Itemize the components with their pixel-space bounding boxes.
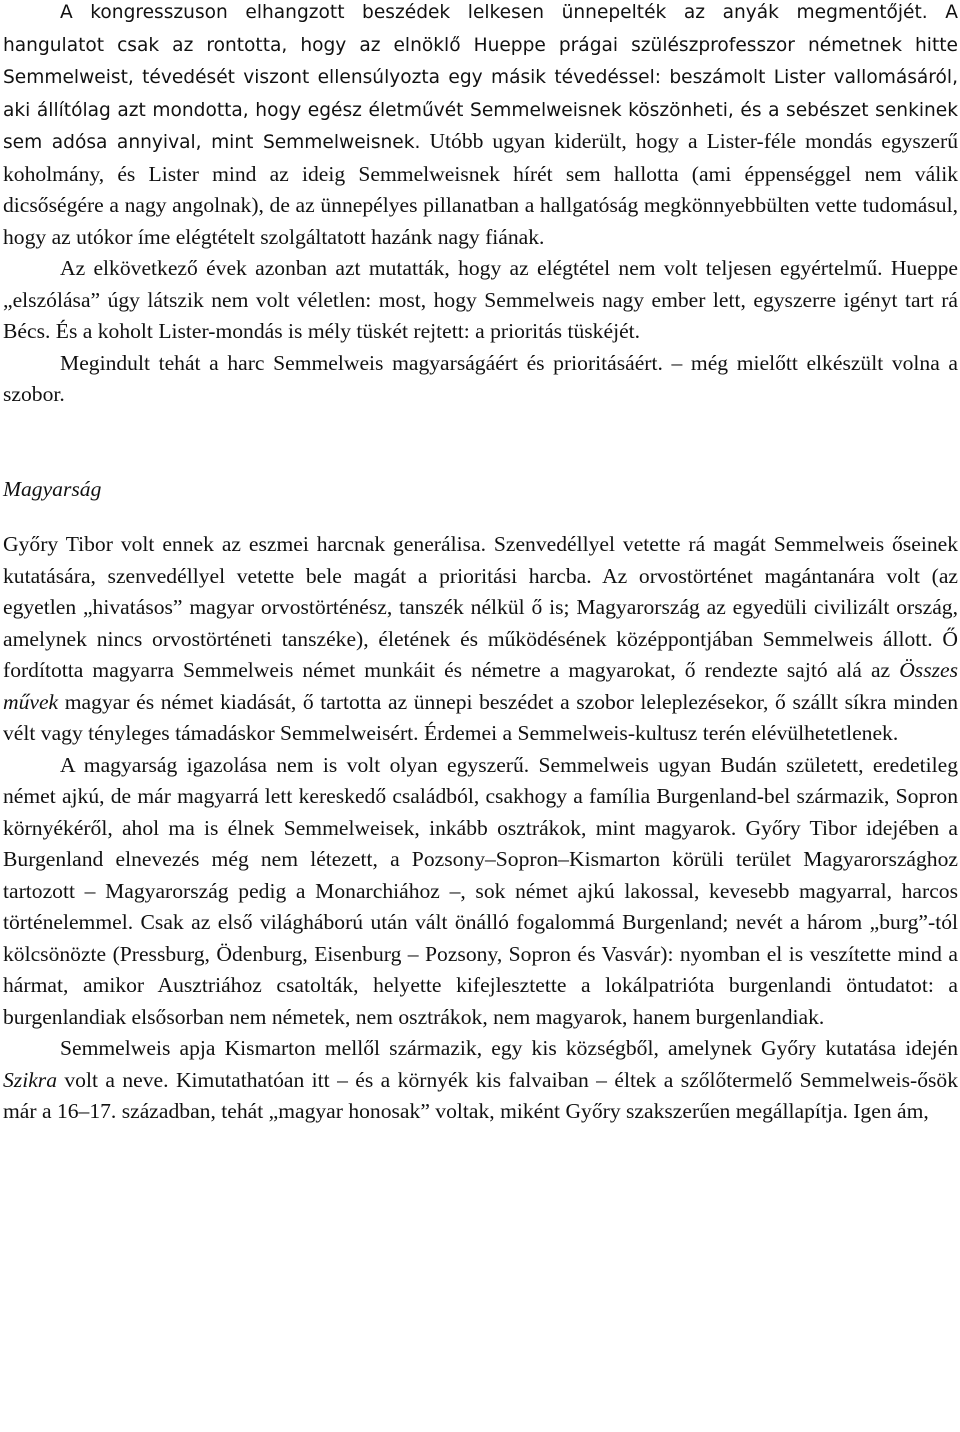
heading-spacer — [3, 505, 958, 529]
paragraph-gyory — [3, 529, 958, 750]
paragraph-kismarton — [3, 1033, 958, 1128]
paragraph-gyory-work-title: Összes művek — [3, 658, 958, 714]
paragraph-satisfaction: Az elkövetkező évek azonban azt mutatták, hogy az elégtétel nem volt teljesen egyértelmű. Hueppe „elszólása” úgy látszik nem volt véletlen: most, hogy Semmelweis nagy ember lett, egyszerre igényt tart rá Bécs. És a koholt Lister-mondás is mély tüskét rejtett: a prioritás tüskéjét. — [3, 256, 958, 343]
paragraph-gyory-part-a: Győry Tibor volt ennek az eszmei harcnak generálisa. Szenvedéllyel vetette rá magát Semmelweis őseinek kutatására, szenvedéllyel vetette bele magát a prioritási harcba. Az orvostörténet magántanára volt (az egyetlen „hivatásos” magyar orvostörténész, tanszék nélkül ő is; Magyarország az egyedüli civilizált ország, amelynek nincs orvostörténeti tanszéke), életének és működésének középpontjában Semmelweis állott. Ő fordította magyarra Semmelweis német munkáit és németre a magyarokat, ő rendezte sajtó alá az — [3, 532, 958, 682]
section-heading: Magyarság — [3, 476, 102, 501]
paragraph-congress-serif-part: Utóbb ugyan kiderült, hogy a Lister-féle mondás egyszerű koholmány, és Lister mind az ideig Semmelweisnek hírét sem hallotta (ami éppenséggel nem válik dicsőségére a nagy angolnak), de az ünnepélyes pillanatban a hallgatóság megkönnyebbülten vette tudomásul, hogy az utókor íme elégtételt szolgáltatott hazánk nagy fiának. — [3, 129, 958, 249]
paragraph-kismarton-village-name: Szikra — [3, 1067, 57, 1092]
paragraph-battle-begins: Megindult tehát a harc Semmelweis magyarságáért és prioritásáért. – még mielőtt elkészült volna a szobor. — [3, 350, 958, 406]
paragraph-congress-sans-part: A kongresszuson elhangzott beszédek lelkesen ünnepelték az anyák megmentőjét. A hangulatot csak az rontotta, hogy az elnöklő Hueppe prágai szülészprofesszor németnek hitte Semmelweist, tévedését viszont ellensúlyozta egy másik tévedéssel: beszámolt Lister vallomásáról, aki állítólag azt mondotta, hogy egész életművét Semmelweisnek köszönheti, és a sebészet senkinek sem adósa annyival, mint Semmelweisnek. — [3, 2, 958, 153]
section-spacer — [3, 411, 958, 474]
paragraph-congress — [3, 0, 958, 253]
paragraph-kismarton-part-a: Semmelweis apja Kismarton mellől származik, egy kis községből, amelynek Győry kutatása idején — [60, 1036, 958, 1060]
document-page — [3, 0, 958, 1128]
paragraph-kismarton-part-b: volt a neve. Kimutathatóan itt – és a környék kis falvaiban – éltek a szőlőtermelő Semmelweis-ősök már a 16–17. században, tehát „magyar honosak” voltak, miként Győry szakszerűen megállapítja. Igen ám, — [3, 1067, 958, 1123]
paragraph-burgenland: A magyarság igazolása nem is volt olyan egyszerű. Semmelweis ugyan Budán született, eredetileg német ajkú, de már magyarrá lett kereskedő családból, csakhogy a família Burgenland-bel származik, Sopron környékéről, ahol ma is élnek Semmelweisek, inkább osztrákok, mint magyarok. Győry Tibor idejében a Burgenland elnevezés még nem létezett, a Pozsony–Sopron–Kismarton körüli terület Magyarországhoz tartozott – Magyarország pedig a Monarchiához –, sok német ajkú lakossal, kevesebb magyarral, harcos történelemmel. Csak az első világháború után vált önálló fogalommá Burgenland; nevét a három „burg”-tól kölcsönözte (Pressburg, Ödenburg, Eisenburg – Pozsony, Sopron és Vasvár): nyomban el is veszítette mind a hármat, amikor Ausztriához csatolták, helyette kifejlesztette a lokálpatrióta burgenlandi öntudatot: a burgenlandiak elsősorban nem németek, nem osztrákok, nem magyarok, hanem burgenlandiak. — [3, 752, 958, 1029]
paragraph-gyory-part-b: magyar és német kiadását, ő tartotta az ünnepi beszédet a szobor leleplezésekor, ő szállt síkra minden vélt vagy tényleges támadáskor Semmelweisért. Érdemei a Semmelweis-kultusz terén elévülhetetlenek. — [3, 689, 958, 745]
